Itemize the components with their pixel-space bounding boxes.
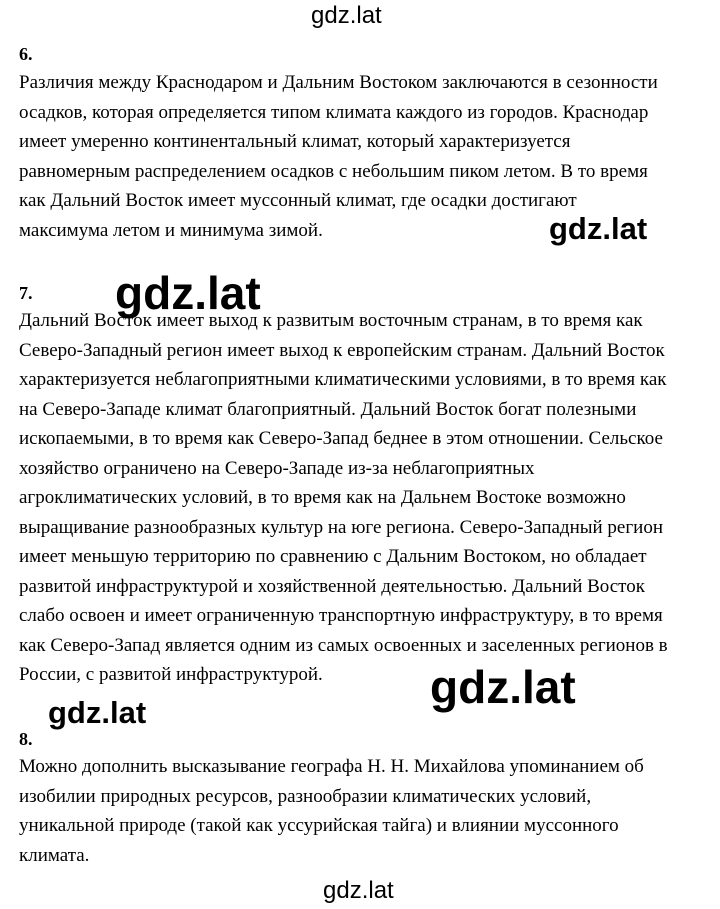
watermark-bottom: gdz.lat [323,877,394,904]
section-text-7: Дальний Восток имеет выход к развитым восточным странам, в то время как Северо-Западный регион имеет выход к европейским странам. Дальний Восток характеризуется неблагоприятными климатическими условиями, в то время как на Северо-Западе климат благоприятный. Дальний Восток богат полезными ископаемыми, в то время как Северо-Запад беднее в этом отношении. Сельское хозяйство ограничено на Северо-Западе из-за неблагоприятных агроклиматических условий, в то время как на Дальнем Востоке возможно выращивание разнообразных культур на юге региона. Северо-Западный регион имеет меньшую территорию по сравнению с Дальним Востоком, но обладает развитой инфраструктурой и хозяйственной деятельностью. Дальний Восток слабо освоен и имеет ограниченную транспортную инфраструктуру, в то время как Северо-Запад является одним из самых освоенных и заселенных регионов в России, с развитой инфраструктурой. [19,310,668,685]
section-number-7: 7. [19,283,33,303]
watermark-top: gdz.lat [311,2,382,29]
section-number-6: 6. [19,44,33,64]
watermark-bold: gdz.lat [549,211,648,246]
section-text-8: Можно дополнить высказывание географа Н. Н. Михайлова упоминанием об изобилии природных ресурсов, разнообразии климатических условий, уникальной природе (такой как уссурийская тайга) и влиянии муссонного климата. [19,756,644,866]
watermark-bold: gdz.lat [115,267,261,319]
watermark-bold: gdz.lat [430,661,576,713]
watermark-bold: gdz.lat [48,695,147,730]
section-number-8: 8. [19,729,33,749]
section-text-6: Различия между Краснодаром и Дальним Востоком заключаются в сезонности осадков, которая определяется типом климата каждого из городов. Краснодар имеет умеренно континентальный климат, который характеризуется равномерным распределением осадков с небольшим пиком летом. В то время как Дальний Восток имеет муссонный климат, где осадки достигают максимума летом и минимума зимой. [19,72,658,241]
